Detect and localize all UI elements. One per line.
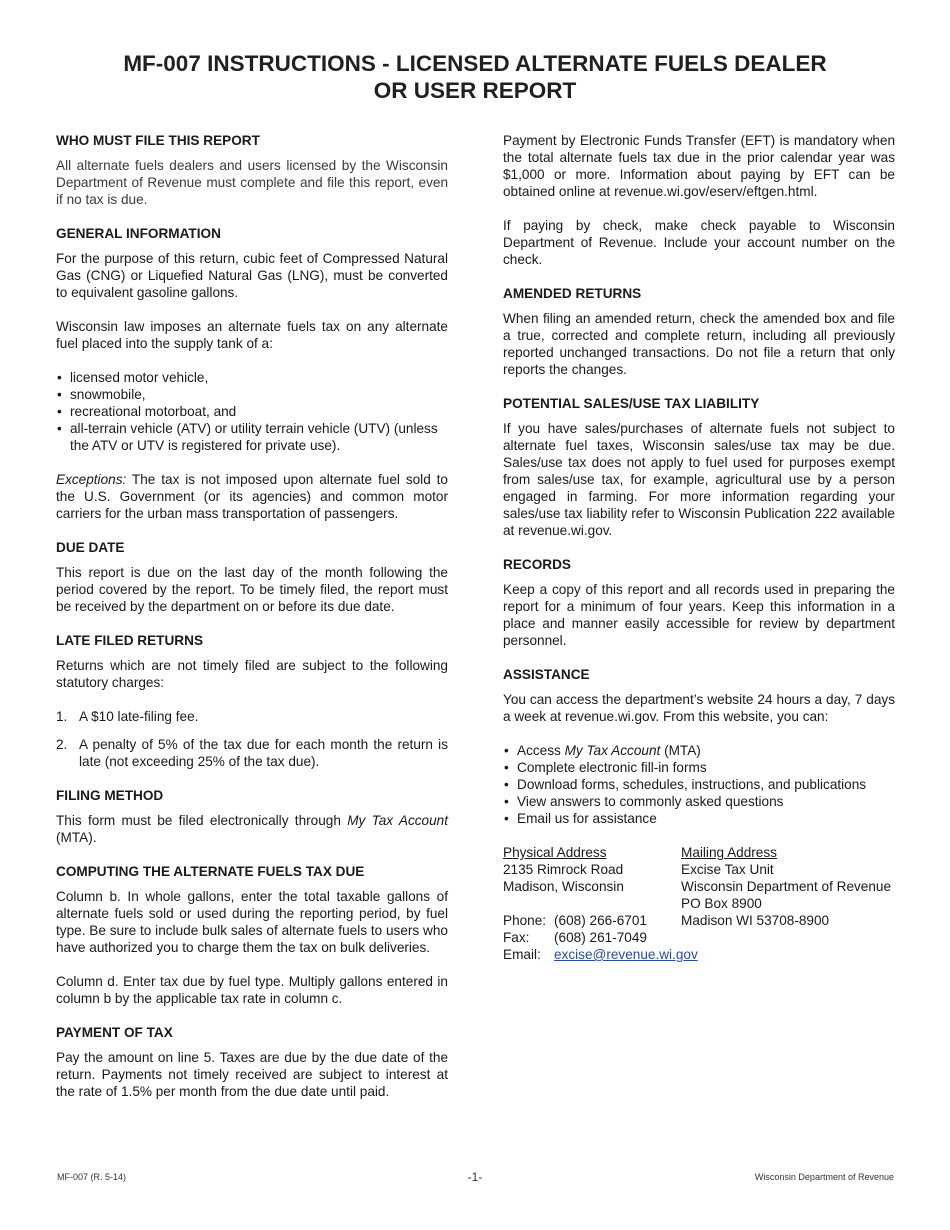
section-computing-tax [56, 863, 448, 1007]
footer-agency: Wisconsin Department of Revenue [754, 1172, 894, 1182]
list-item: • View answers to commonly asked questions [503, 793, 895, 810]
address-line: PO Box 8900 [681, 896, 762, 911]
section-text: This form must be filed electronically through My Tax Account (MTA). [56, 813, 448, 845]
section-filing-method [56, 787, 448, 846]
list-item: • Download forms, schedules, instructions, and publications [503, 776, 895, 793]
section-heading: ASSISTANCE [503, 667, 590, 682]
list-item: • all-terrain vehicle (ATV) or utility terrain vehicle (UTV) (unless the ATV or UTV is registered for private use). [56, 420, 448, 454]
section-due-date [56, 539, 448, 615]
address-line: Wisconsin Department of Revenue [681, 879, 892, 894]
contact-block [503, 844, 895, 963]
section-text: Keep a copy of this report and all records used in preparing the report for a minimum of four years. Keep this information in a place and manner easily accessible for review by department personnel. [503, 582, 895, 648]
section-heading: PAYMENT OF TAX [56, 1025, 173, 1040]
section-payment-of-tax [56, 1024, 448, 1100]
list-item: • snowmobile, [56, 386, 448, 403]
section-text: When filing an amended return, check the amended box and file a true, corrected and complete return, including all previously reported unchanged transactions. Do not file a return that only reports the changes. [503, 311, 895, 377]
vehicle-list [56, 369, 448, 454]
section-late-filed-returns [56, 632, 448, 770]
section-general-information [56, 225, 448, 522]
section-heading: RECORDS [503, 557, 571, 572]
section-who-must-file [56, 132, 448, 208]
section-text: Returns which are not timely filed are subject to the following statutory charges: [56, 658, 448, 690]
fax-number: (608) 261-7049 [554, 930, 647, 945]
list-item: 1. A $10 late-filing fee. [56, 709, 199, 724]
address-line: Excise Tax Unit [681, 862, 774, 877]
section-heading: DUE DATE [56, 540, 125, 555]
list-item: • recreational motorboat, and [56, 403, 448, 420]
section-text: Column d. Enter tax due by fuel type. Multiply gallons entered in column b by the applicable tax rate in column c. [56, 974, 448, 1006]
list-item: • licensed motor vehicle, [56, 369, 448, 386]
charges-list [56, 708, 448, 770]
physical-address [503, 844, 681, 929]
exceptions-text: Exceptions: The tax is not imposed upon alternate fuel sold to the U.S. Government (or its agencies) and common motor carriers for the urban mass transportation of passengers. [56, 472, 448, 521]
section-records [503, 556, 895, 649]
physical-address-heading: Physical Address [503, 845, 607, 860]
mailing-address-heading: Mailing Address [681, 845, 777, 860]
email-row: Email: excise@revenue.wi.gov [503, 947, 698, 962]
exceptions-label: Exceptions: [56, 472, 127, 487]
section-text: You can access the department’s website 24 hours a day, 7 days a week at revenue.wi.gov. From this website, you can: [503, 692, 895, 724]
eft-text: Payment by Electronic Funds Transfer (EFT) is mandatory when the total alternate fuels tax due in the prior calendar year was $1,000 or more. Information about paying by EFT can be obtained online at revenue.wi.gov/eserv/eftgen.html. [503, 133, 895, 199]
section-text: All alternate fuels dealers and users licensed by the Wisconsin Department of Revenue must complete and file this report, even if no tax is due. [56, 158, 448, 207]
list-item: • Email us for assistance [503, 810, 895, 827]
section-payment-methods [503, 132, 895, 268]
section-text: Column b. In whole gallons, enter the total taxable gallons of alternate fuels sold or used during the reporting period, by fuel type. Be sure to include bulk sales of alternate fuels to users who have authorized you to charge them the tax on bulk deliveries. [56, 889, 448, 955]
list-item: • Complete electronic fill-in forms [503, 759, 895, 776]
fax-row: Fax: (608) 261-7049 [503, 930, 647, 945]
section-heading: FILING METHOD [56, 788, 164, 803]
website-options-list [503, 742, 895, 827]
section-text: For the purpose of this return, cubic feet of Compressed Natural Gas (CNG) or Liquefied Natural Gas (LNG), must be converted to equivalent gasoline gallons. [56, 251, 448, 300]
section-heading: WHO MUST FILE THIS REPORT [56, 133, 260, 148]
section-assistance [503, 666, 895, 827]
title-line-1: MF-007 INSTRUCTIONS - LICENSED ALTERNATE FUELS DEALER [123, 51, 827, 76]
section-heading: GENERAL INFORMATION [56, 226, 221, 241]
section-text: If you have sales/purchases of alternate fuels not subject to alternate fuel taxes, Wisconsin sales/use tax may be due. Sales/use tax does not apply to fuel used for purposes exempt from sales/use tax, for example, agricultural use by a person engaged in farming. For more information regarding your sales/use tax liability refer to Wisconsin Publication 222 available at revenue.wi.gov. [503, 421, 895, 538]
page-title [0, 50, 950, 104]
page-number: -1- [467, 1170, 483, 1184]
address-line: Madison WI 53708-8900 [681, 913, 830, 928]
address-line: Madison, Wisconsin [503, 879, 624, 894]
phone-number: (608) 266-6701 [554, 913, 647, 928]
section-heading: AMENDED RETURNS [503, 286, 642, 301]
list-item: 2. A penalty of 5% of the tax due for each month the return is late (not exceeding 25% of the tax due). [56, 737, 448, 769]
phone-row: Phone: (608) 266-6701 [503, 913, 647, 928]
section-text: Pay the amount on line 5. Taxes are due by the due date of the return. Payments not timely received are subject to interest at the rate of 1.5% per month from the due date until paid. [56, 1050, 448, 1099]
title-line-2: OR USER REPORT [373, 78, 577, 103]
left-column [56, 132, 448, 1117]
mailing-address [681, 844, 895, 929]
list-item: • Access My Tax Account (MTA) [503, 742, 895, 759]
section-text: Wisconsin law imposes an alternate fuels tax on any alternate fuel placed into the supply tank of a: [56, 319, 448, 351]
right-column [503, 132, 895, 963]
section-heading: COMPUTING THE ALTERNATE FUELS TAX DUE [56, 864, 365, 879]
check-text: If paying by check, make check payable to Wisconsin Department of Revenue. Include your account number on the check. [503, 218, 895, 267]
form-number: MF-007 (R. 5-14) [57, 1172, 127, 1182]
address-line: 2135 Rimrock Road [503, 862, 624, 877]
email-link[interactable]: excise@revenue.wi.gov [554, 947, 698, 962]
section-sales-use-tax [503, 395, 895, 539]
section-heading: POTENTIAL SALES/USE TAX LIABILITY [503, 396, 760, 411]
section-heading: LATE FILED RETURNS [56, 633, 204, 648]
section-amended-returns [503, 285, 895, 378]
section-text: This report is due on the last day of the month following the period covered by the report. To be timely filed, the report must be received by the department on or before its due date. [56, 565, 448, 614]
